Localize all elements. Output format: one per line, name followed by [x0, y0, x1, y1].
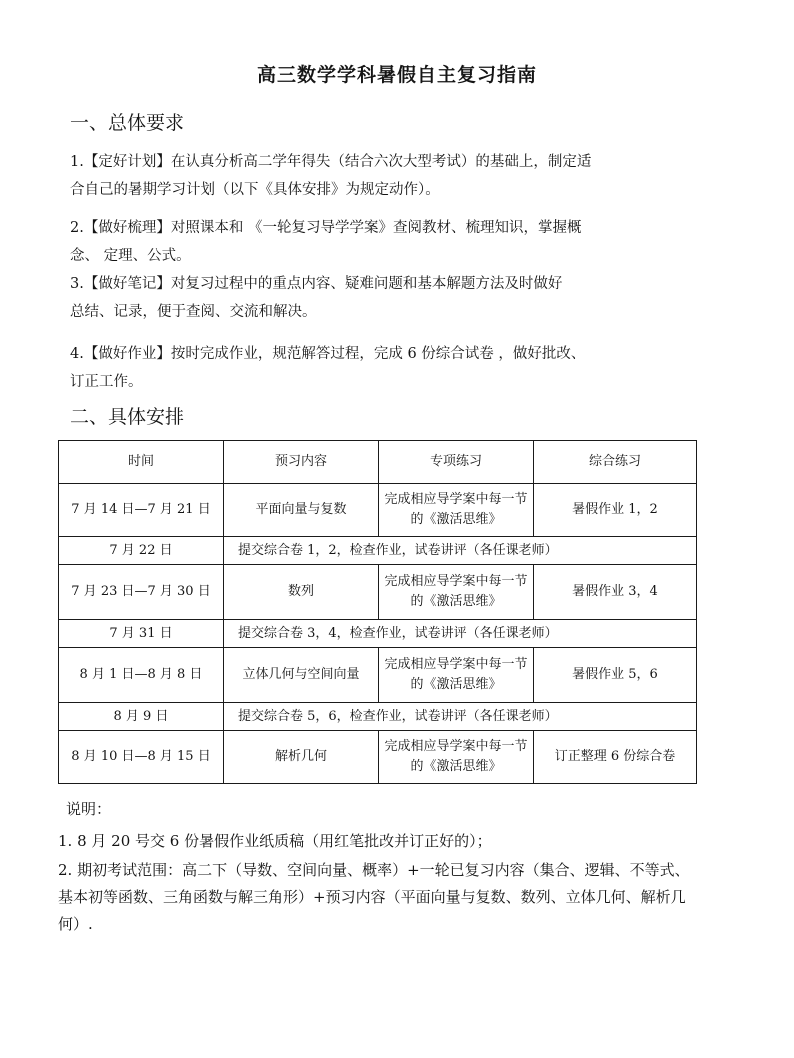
- requirement-text-line: 订正工作。: [70, 374, 143, 390]
- requirement-text-line: 总结、记录，便于查阅、交流和解决。: [70, 304, 317, 320]
- time-cell: 7 月 14 日—7 月 21 日: [59, 484, 224, 537]
- preview-cell: 立体几何与空间向量: [224, 648, 379, 703]
- requirement-item: [70, 270, 685, 326]
- review-note-cell: 提交综合卷 5，6，检查作业，试卷讲评（各任课老师）: [224, 703, 697, 731]
- notes-label: 说明：: [66, 800, 112, 818]
- requirement-text-line: 4.【做好作业】按时完成作业，规范解答过程，完成 6 份综合试卷 ，做好批改、: [70, 346, 586, 362]
- table-header-row: [59, 441, 697, 484]
- time-cell: 8 月 1 日—8 月 8 日: [59, 648, 224, 703]
- preview-cell: 平面向量与复数: [224, 484, 379, 537]
- column-header-special-practice: 专项练习: [379, 441, 534, 484]
- special-practice-cell: 完成相应导学案中每一节的《激活思维》: [379, 731, 534, 784]
- requirement-item: [70, 214, 685, 270]
- table-row: [59, 484, 697, 537]
- comprehensive-practice-cell: 暑假作业 1，2: [534, 484, 697, 537]
- requirement-text-line: 2.【做好梳理】对照课本和 《一轮复习导学学案》查阅教材、梳理知识，掌握概: [70, 220, 582, 236]
- requirement-item: [70, 340, 685, 396]
- requirement-item: [70, 148, 685, 204]
- comprehensive-practice-cell: 订正整理 6 份综合卷: [534, 731, 697, 784]
- table-row: [59, 620, 697, 648]
- note-item: 2. 期初考试范围：高二下（导数、空间向量、概率）+一轮已复习内容（集合、逻辑、不等式、基本初等函数、三角函数与解三角形）+预习内容（平面向量与复数、数列、立体几何、解析几何）.: [58, 861, 690, 933]
- review-note-cell: 提交综合卷 1，2，检查作业，试卷讲评（各任课老师）: [224, 537, 697, 565]
- column-header-time: 时间: [59, 441, 224, 484]
- table-row: [59, 703, 697, 731]
- time-cell: 8 月 10 日—8 月 15 日: [59, 731, 224, 784]
- time-cell: 7 月 22 日: [59, 537, 224, 565]
- section-heading-general: 一、总体要求: [70, 112, 185, 134]
- table-row: [59, 565, 697, 620]
- section-heading-schedule: 二、具体安排: [70, 406, 185, 428]
- schedule-table: [58, 440, 697, 784]
- table-row: [59, 731, 697, 784]
- table-row: [59, 648, 697, 703]
- time-cell: 8 月 9 日: [59, 703, 224, 731]
- special-practice-cell: 完成相应导学案中每一节的《激活思维》: [379, 484, 534, 537]
- requirement-text-line: 3.【做好笔记】对复习过程中的重点内容、疑难问题和基本解题方法及时做好: [70, 276, 563, 292]
- time-cell: 7 月 23 日—7 月 30 日: [59, 565, 224, 620]
- special-practice-cell: 完成相应导学案中每一节的《激活思维》: [379, 565, 534, 620]
- special-practice-cell: 完成相应导学案中每一节的《激活思维》: [379, 648, 534, 703]
- time-cell: 7 月 31 日: [59, 620, 224, 648]
- table-row: [59, 537, 697, 565]
- requirement-text-line: 1.【定好计划】在认真分析高二学年得失（结合六次大型考试）的基础上，制定适: [70, 154, 592, 170]
- requirement-text-line: 合自己的暑期学习计划（以下《具体安排》为规定动作）。: [70, 182, 440, 198]
- requirement-text-line: 念、 定理、公式。: [70, 248, 191, 264]
- preview-cell: 解析几何: [224, 731, 379, 784]
- column-header-comprehensive-practice: 综合练习: [534, 441, 697, 484]
- preview-cell: 数列: [224, 565, 379, 620]
- note-item: 1. 8 月 20 号交 6 份暑假作业纸质稿（用红笔批改并订正好的）；: [58, 832, 492, 850]
- document-title: 高三数学学科暑假自主复习指南: [256, 64, 537, 86]
- comprehensive-practice-cell: 暑假作业 3，4: [534, 565, 697, 620]
- review-note-cell: 提交综合卷 3，4，检查作业，试卷讲评（各任课老师）: [224, 620, 697, 648]
- column-header-preview: 预习内容: [224, 441, 379, 484]
- comprehensive-practice-cell: 暑假作业 5，6: [534, 648, 697, 703]
